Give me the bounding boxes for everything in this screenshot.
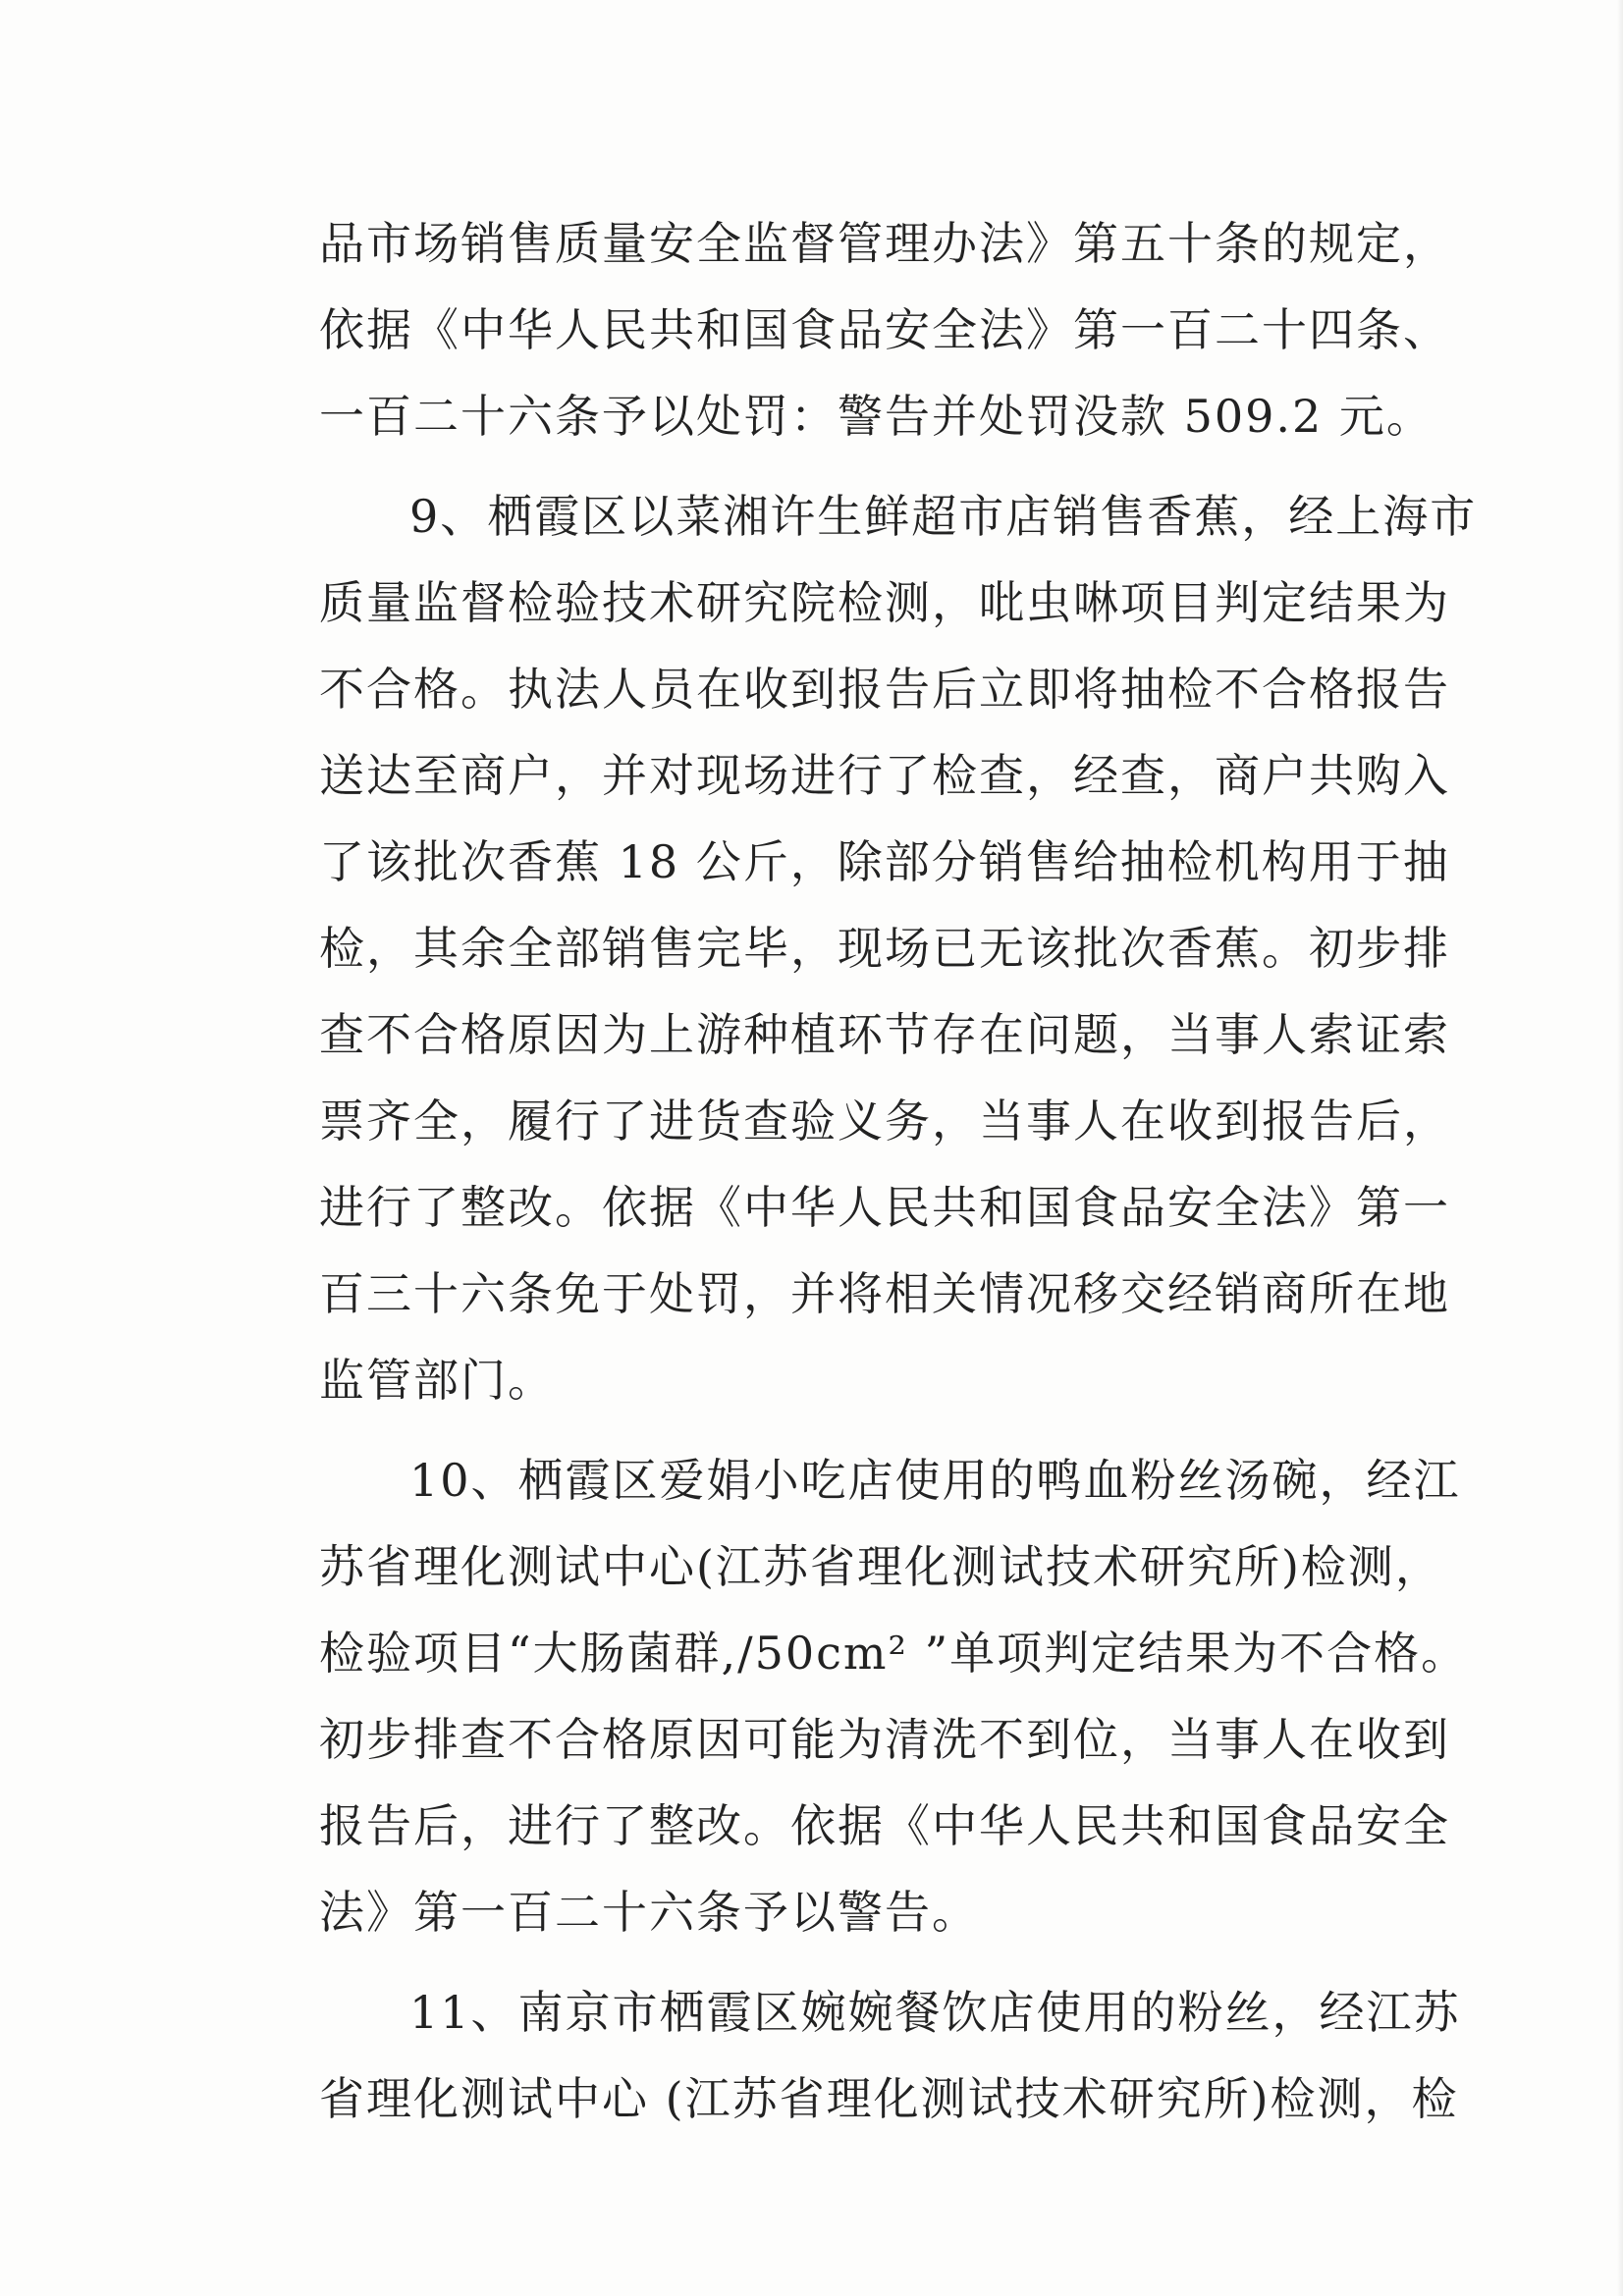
paragraph-line: 依据《中华人民共和国食品安全法》第一百二十四条、 — [319, 303, 1450, 356]
paragraph-line: 法》第一百二十六条予以警告。 — [319, 1886, 979, 1939]
paragraph-line: 苏省理化测试中心(江苏省理化测试技术研究所)检测， — [319, 1540, 1442, 1593]
paragraph-line: 一百二十六条予以处罚：警告并处罚没款 509.2 元。 — [319, 390, 1434, 443]
paragraph-line: 检，其余全部销售完毕，现场已无该批次香蕉。初步排 — [319, 922, 1450, 975]
paragraph-line: 票齐全，履行了进货查验义务，当事人在收到报告后， — [319, 1095, 1450, 1148]
paragraph-line: 送达至商户，并对现场进行了检查，经查，商户共购入 — [319, 749, 1450, 802]
paragraph-line: 百三十六条免于处罚，并将相关情况移交经销商所在地 — [319, 1267, 1450, 1320]
paragraph-line: 进行了整改。依据《中华人民共和国食品安全法》第一 — [319, 1181, 1450, 1234]
paragraph-line: 品市场销售质量安全监督管理办法》第五十条的规定， — [319, 217, 1450, 270]
paragraph-line: 初步排查不合格原因可能为清洗不到位，当事人在收到 — [319, 1713, 1450, 1766]
paragraph-line: 监管部门。 — [319, 1354, 555, 1407]
paragraph-line: 报告后，进行了整改。依据《中华人民共和国食品安全 — [319, 1799, 1450, 1852]
paragraph-line: 了该批次香蕉 18 公斤，除部分销售给抽检机构用于抽 — [319, 835, 1450, 888]
paragraph-line: 查不合格原因为上游种植环节存在问题，当事人索证索 — [319, 1008, 1450, 1061]
document-body — [319, 200, 1478, 2142]
item-11-heading-line: 11、南京市栖霞区婉婉餐饮店使用的粉丝，经江苏 — [409, 1986, 1461, 2039]
paragraph-line: 检验项目“大肠菌群,/50cm² ”单项判定结果为不合格。 — [319, 1627, 1469, 1680]
paragraph-line: 省理化测试中心 (江苏省理化测试技术研究所)检测，检 — [319, 2072, 1459, 2125]
scan-edge-shadow — [1617, 0, 1623, 2296]
paragraph-line: 质量监督检验技术研究院检测，吡虫啉项目判定结果为 — [319, 576, 1450, 629]
item-10-heading-line: 10、栖霞区爱娟小吃店使用的鸭血粉丝汤碗，经江 — [409, 1454, 1461, 1507]
item-9-heading-line: 9、栖霞区以菜湘许生鲜超市店销售香蕉，经上海市 — [409, 490, 1478, 543]
paragraph-line: 不合格。执法人员在收到报告后立即将抽检不合格报告 — [319, 663, 1450, 716]
